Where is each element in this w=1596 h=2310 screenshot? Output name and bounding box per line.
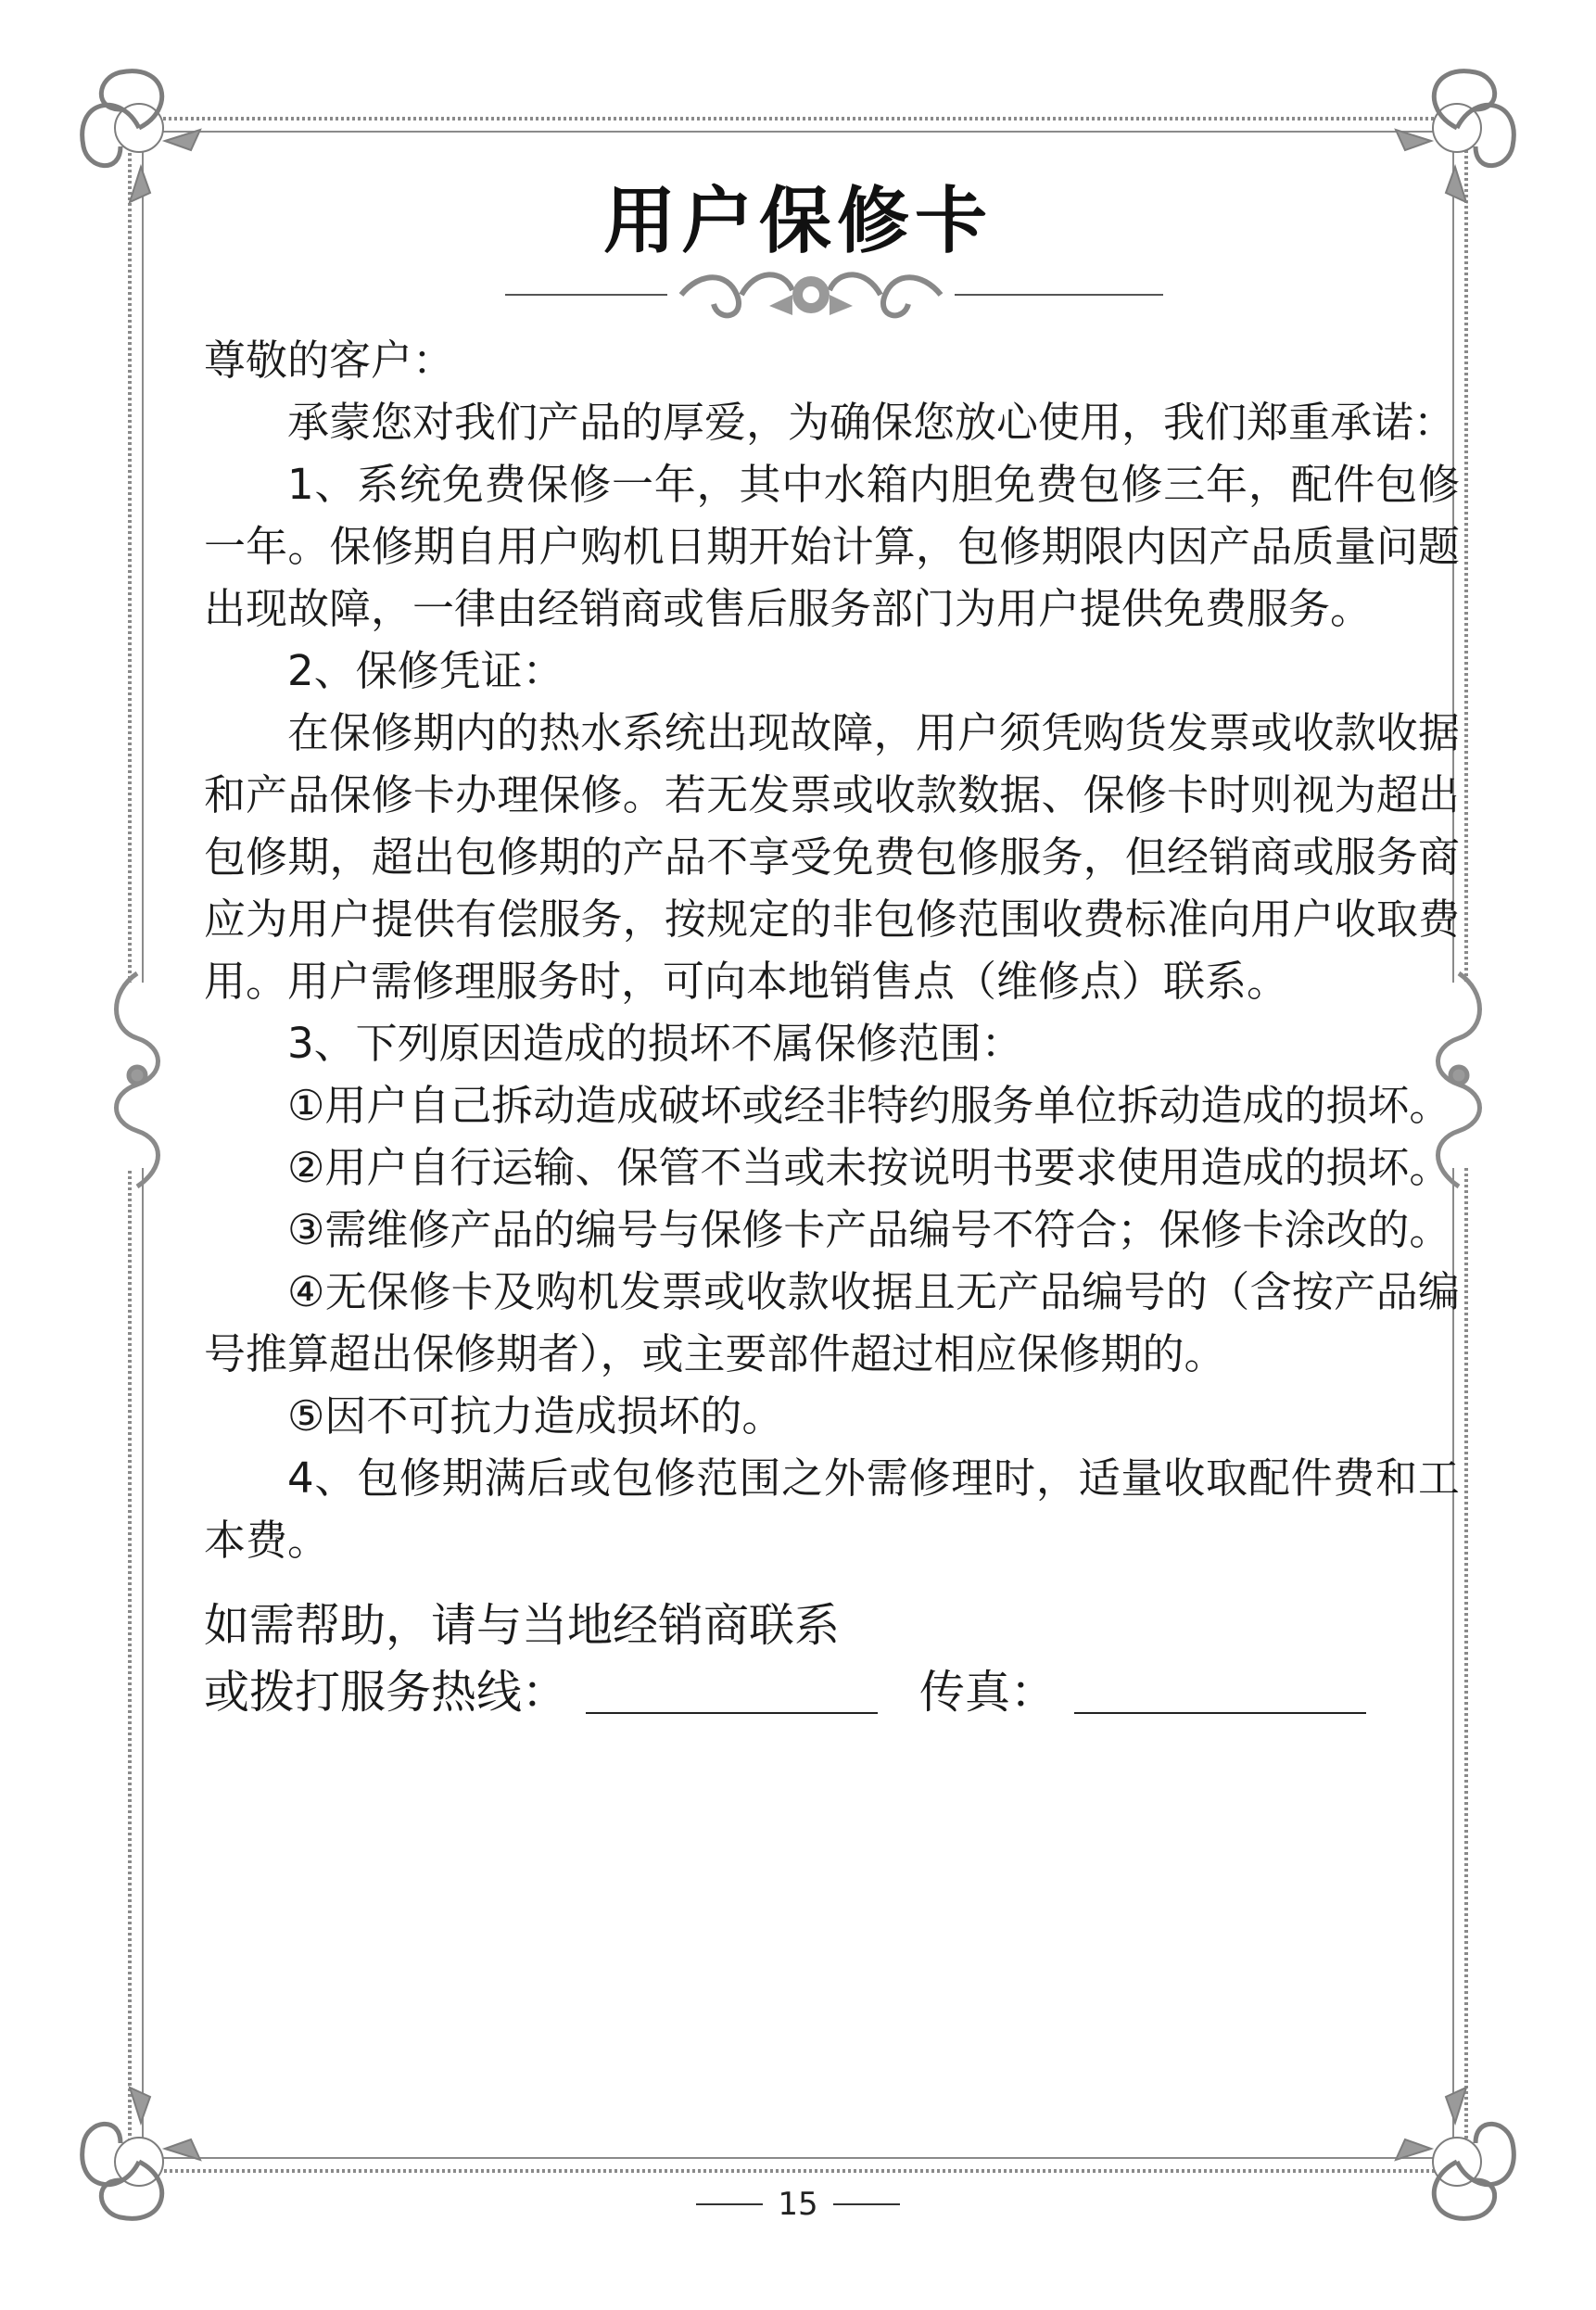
title-divider-ornament (505, 271, 1163, 321)
exclusion-item-5: ⑤因不可抗力造成损坏的。 (287, 1391, 784, 1441)
exclusion-item-1: ①用户自己拆动造成破坏或经非特约服务单位拆动造成的损坏。 (287, 1081, 1451, 1130)
exclusion-item-4: ④无保修卡及购机发票或收款收据且无产品编号的（含按产品编号推算超出保修期者），或主要部件超过相应保修期的。 (204, 1267, 1460, 1378)
page-number: 15 (778, 2186, 818, 2223)
page-number-footer (0, 2186, 1596, 2223)
hotline-blank-line (586, 1712, 878, 1714)
item-2-title: 2、保修凭证： (287, 646, 564, 695)
item-1-paragraph: 1、系统免费保修一年，其中水箱内胆免费包修三年，配件包修一年。保修期自用户购机日期开始计算，包修期限内因产品质量问题出现故障，一律由经销商或售后服务部门为用户提供免费服务。 (204, 460, 1460, 633)
corner-ornament-top-left (82, 71, 200, 202)
fax-blank-line (1074, 1712, 1366, 1714)
hotline-label: 或拨打服务热线： (204, 1666, 568, 1719)
item-2-paragraph: 在保修期内的热水系统出现故障，用户须凭购货发票或收款收据和产品保修卡办理保修。若无发票或收款数据、保修卡时则视为超出包修期，超出包修期的产品不享受免费包修服务，但经销商或服务商应为用户提供有偿服务，按规定的非包修范围收费标准向用户收取费用。用户需修理服务时，可向本地销售点（维修点）联系。 (204, 708, 1460, 1006)
warranty-content (204, 329, 1460, 1727)
greeting: 尊敬的客户： (204, 336, 455, 385)
intro-paragraph: 承蒙您对我们产品的厚爱，为确保您放心使用，我们郑重承诺： (287, 398, 1456, 447)
page-title: 用户保修卡 (602, 180, 993, 263)
item-4-paragraph: 4、包修期满后或包修范围之外需修理时，适量收取配件费和工本费。 (204, 1453, 1460, 1565)
page-number-dash-right (833, 2203, 900, 2205)
fax-label: 传真： (919, 1666, 1057, 1719)
contact-line: 如需帮助，请与当地经销商联系 (204, 1599, 841, 1652)
corner-ornament-top-right (1396, 71, 1514, 202)
exclusion-item-3: ③需维修产品的编号与保修卡产品编号不符合；保修卡涂改的。 (287, 1205, 1451, 1254)
side-ornament-left (117, 973, 158, 1187)
page-number-dash-left (696, 2203, 763, 2205)
item-3-title: 3、下列原因造成的损坏不属保修范围： (287, 1019, 1023, 1068)
hotline-fax-row (204, 1658, 1460, 1727)
exclusion-item-2: ②用户自行运输、保管不当或未按说明书要求使用造成的损坏。 (287, 1143, 1451, 1192)
